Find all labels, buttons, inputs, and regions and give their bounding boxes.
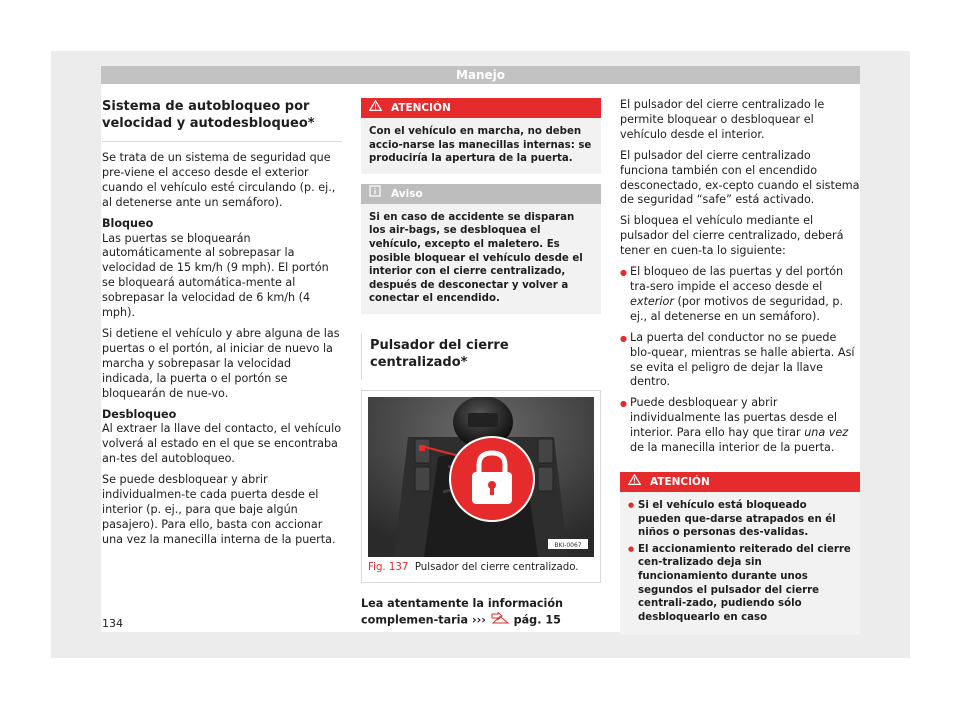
warning-box-2 <box>620 472 860 635</box>
bullet-2: ● La puerta del conductor no se puede blo-quear, mientras se halle abierta. Así se evita el peligro de dejar la llave dentro. <box>620 330 855 389</box>
warning-body-2 <box>620 492 860 635</box>
bullet-2-text: La puerta del conductor no se puede blo-quear, mientras se halle abierta. Así se evita el peligro de dejar la llave dentro. <box>630 330 855 389</box>
warning-title-2: ATENCIÓN <box>650 475 710 488</box>
bullet-1-emphasis: exterior <box>630 294 674 308</box>
subheading-bloqueo: Bloqueo <box>102 216 154 230</box>
warning-box <box>361 98 601 174</box>
central-lock-photo <box>368 397 594 557</box>
pulsador-paragraph-1: El pulsador del cierre centralizado le permite bloquear o desbloquear el vehículo desde el interior. <box>620 98 825 141</box>
warning-text: Con el vehículo en marcha, no deben accio-narse las manecillas internas: se produciría la apertura de la puerta. <box>369 126 592 165</box>
desbloqueo-paragraph-2: Se puede desbloquear y abrir individualmen-te cada puerta desde el interior (p. ej., para que baje algún pasajero). Para ello, basta con accionar una vez la manecilla interna de la puerta. <box>102 473 336 546</box>
intro-paragraph: Se trata de un sistema de seguridad que pre-viene el acceso desde el exterior cuando el vehículo esté circulando (p. ej., al detenerse ante un semáforo). <box>102 151 336 209</box>
bullet-1-text-a: El bloqueo de las puertas y del portón tra-sero impide el acceso desde el <box>630 265 844 293</box>
bloqueo-paragraph-1: Las puertas se bloquearán automáticamente al sobrepasar la velocidad de 15 km/h (9 mph). El portón se bloqueará automática-mente al sobrepasar la velocidad de 6 km/h (4 mph). <box>102 231 329 320</box>
image-code: BKI-0067 <box>554 541 582 549</box>
desbloqueo-paragraph-1: Al extraer la llave del contacto, el vehículo volverá al estado en el que se encontraba an-tes del autobloqueo. <box>102 422 342 466</box>
column-2 <box>361 98 601 635</box>
figure-caption <box>368 561 594 576</box>
section-heading-autobloqueo: Sistema de autobloqueo por velocidad y autodesbloqueo* <box>102 98 342 142</box>
read-more-note <box>361 597 601 629</box>
page-number: 134 <box>102 617 123 630</box>
bullet-3: ● Puede desbloquear y abrir individualmente las puertas desde el interior. Para ello hay que tirar una vez de la manecilla interior de la puerta. <box>620 396 849 455</box>
bullet-1: ● El bloqueo de las puertas y del portón tra-sero impide el acceso desde el exterior (por motivos de seguridad, p. ej., al detenerse en un semáforo). <box>620 265 844 323</box>
note-box <box>361 184 601 314</box>
pulsador-paragraph-3: Si bloquea el vehículo mediante el pulsador del cierre centralizado, deberá tener en cuen-ta lo siguiente: <box>620 214 844 258</box>
note-text: Si en caso de accidente se disparan los air-bags, se desbloquea el vehículo, excepto el maletero. Es posible bloquear el vehículo desde el interior con el cierre centralizado, después de desconectar y volver a conectar el encendido. <box>369 211 583 305</box>
note-header <box>361 184 601 204</box>
bloqueo-paragraph-2: Si detiene el vehículo y abre alguna de las puertas o el portón, al iniciar de nuevo la marcha y sobrepasar la velocidad indicada, la puerta o el portón se bloquearán de nue-vo. <box>102 326 340 400</box>
figure-label: Fig. 137 <box>368 561 409 573</box>
read-more-page[interactable]: pág. 15 <box>513 613 561 627</box>
info-note-icon <box>369 184 391 204</box>
section-heading-pulsador: Pulsador del cierre centralizado* <box>361 334 601 380</box>
warning-title: ATENCIÓN <box>391 102 451 114</box>
page-header: Manejo <box>101 66 860 84</box>
read-more-arrow: ››› <box>471 613 486 627</box>
column-3 <box>620 98 860 645</box>
warning-triangle-icon <box>628 472 650 492</box>
warning-triangle-icon <box>369 98 391 118</box>
note-title: Aviso <box>391 187 423 200</box>
bullet-1-text-b: (por motivos de seguridad, p. ej., al detenerse en un semáforo). <box>630 294 844 323</box>
figure-caption-text: Pulsador del cierre centralizado. <box>414 561 579 573</box>
warning-item-1: ● Si el vehículo está bloqueado pueden que-darse atrapados en él niños o personas des-validas. <box>628 499 852 540</box>
column-1 <box>102 98 342 554</box>
warning-header <box>361 98 601 118</box>
pulsador-paragraph-2: El pulsador del cierre centralizado funciona también con el encendido desconectado, ex-cepto cuando el sistema de seguridad “safe” está activado. <box>620 148 860 207</box>
bullet-3-text-b: de la manecilla interior de la puerta. <box>630 441 835 455</box>
bullet-3-text-a: Puede desbloquear y abrir individualmente las puertas desde el interior. Para ello hay que tirar <box>630 396 837 440</box>
bullet-3-emphasis: una vez <box>804 426 849 440</box>
page-reference-icon[interactable] <box>490 612 510 629</box>
figure-137 <box>361 390 601 583</box>
warning-header-2 <box>620 472 860 492</box>
subheading-desbloqueo: Desbloqueo <box>102 407 177 421</box>
read-more-text: Lea atentamente la información complemen-taria <box>361 596 564 627</box>
warning-item-2: ● El accionamiento reiterado del cierre cen-tralizado deja sin funcionamiento durante unos segundos el pulsador del cierre centrali-zado, pudiendo sólo desbloquearlo en caso <box>628 543 852 625</box>
